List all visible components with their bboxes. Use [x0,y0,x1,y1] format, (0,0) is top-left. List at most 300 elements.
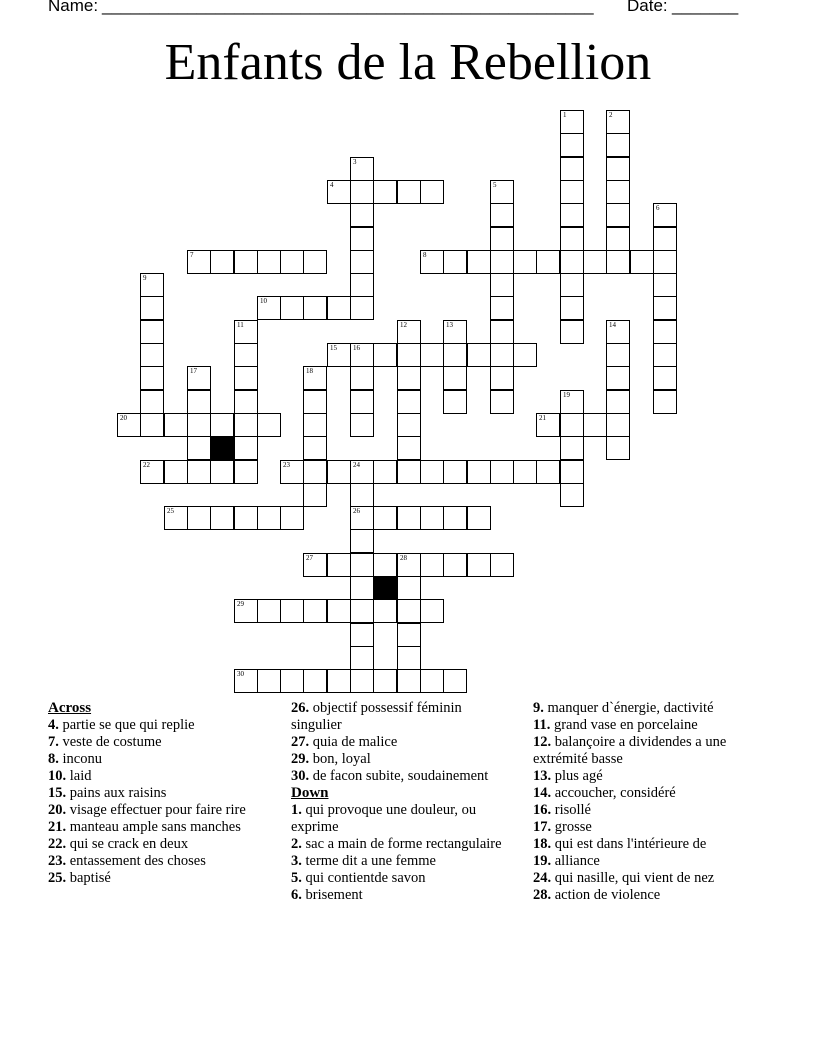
clue-num: 13. [533,768,552,784]
grid-cell[interactable] [653,203,677,227]
grid-cell[interactable] [397,646,421,670]
grid-cell[interactable] [420,599,444,623]
clue-number: 18 [306,367,313,375]
across-clue [48,768,278,785]
grid-cell[interactable] [327,669,351,693]
grid-cell[interactable] [257,250,281,274]
clue-text: pains aux raisins [69,785,167,801]
clue-text: balançoire a dividendes a une extrémité basse [533,734,727,767]
date-label: Date: [627,0,668,15]
clue-num: 6. [291,887,302,903]
grid-cell[interactable] [467,460,491,484]
clue-number: 1 [563,111,567,119]
grid-cell[interactable] [280,296,304,320]
grid-cell[interactable] [280,669,304,693]
clue-number: 3 [353,158,357,166]
grid-cell[interactable] [187,390,211,414]
grid-cell[interactable] [164,413,188,437]
grid-cell[interactable] [397,343,421,367]
grid-cell[interactable] [397,576,421,600]
grid-cell[interactable] [513,460,537,484]
grid-cell[interactable] [420,250,444,274]
grid-cell[interactable] [490,460,514,484]
clue-number: 17 [190,367,197,375]
across-clue [48,751,278,768]
grid-cell[interactable] [210,506,234,530]
grid-cell[interactable] [653,320,677,344]
grid-cell[interactable] [443,506,467,530]
grid-cell[interactable] [350,460,374,484]
grid-cell[interactable] [606,250,630,274]
date-line[interactable]: _______ [672,0,739,15]
grid-cell[interactable] [140,366,164,390]
grid-cell[interactable] [536,250,560,274]
grid-cell[interactable] [234,599,258,623]
grid-cell[interactable] [234,436,258,460]
clue-number: 23 [283,461,290,469]
grid-cell[interactable] [490,250,514,274]
clue-num: 23. [48,853,67,869]
clue-num: 9. [533,700,544,716]
clue-num: 5. [291,870,302,886]
down-clue [533,819,761,836]
grid-cell[interactable] [397,669,421,693]
across-clue [48,734,278,751]
grid-cell[interactable] [536,460,560,484]
across-heading: Across [48,700,92,716]
grid-cell[interactable] [327,180,351,204]
grid-cell[interactable] [583,413,607,437]
down-clue [291,853,516,870]
clue-num: 25. [48,870,67,886]
grid-cell[interactable] [397,413,421,437]
grid-cell[interactable] [140,390,164,414]
clue-number: 16 [353,344,360,352]
grid-cell[interactable] [327,553,351,577]
grid-cell[interactable] [560,436,584,460]
clue-num: 17. [533,819,552,835]
grid-cell[interactable] [350,553,374,577]
grid-cell[interactable] [350,599,374,623]
grid-cell[interactable] [443,320,467,344]
grid-cell[interactable] [350,483,374,507]
grid-cell[interactable] [490,227,514,251]
grid-cell[interactable] [303,366,327,390]
grid-cell[interactable] [303,599,327,623]
grid-cell[interactable] [187,506,211,530]
grid-cell[interactable] [467,553,491,577]
grid-cell[interactable] [397,460,421,484]
clue-text: plus agé [554,768,603,784]
clue-number: 6 [656,204,660,212]
grid-cell[interactable] [350,366,374,390]
grid-cell[interactable] [397,623,421,647]
grid-cell[interactable] [490,203,514,227]
grid-cell[interactable] [234,460,258,484]
grid-cell[interactable] [280,250,304,274]
grid-cell[interactable] [653,296,677,320]
grid-cell[interactable] [606,343,630,367]
clue-text: baptisé [69,870,111,886]
grid-cell[interactable] [303,250,327,274]
clue-num: 7. [48,734,59,750]
grid-cell[interactable] [653,343,677,367]
grid-cell[interactable] [303,460,327,484]
grid-cell[interactable] [560,110,584,134]
grid-cell[interactable] [606,390,630,414]
grid-cell[interactable] [350,343,374,367]
down-clue [533,717,761,734]
grid-cell[interactable] [443,390,467,414]
clue-text: quia de malice [312,734,398,750]
clue-num: 16. [533,802,552,818]
clue-text: qui est dans l'intérieure de [554,836,707,852]
grid-cell[interactable] [420,669,444,693]
grid-cell[interactable] [560,460,584,484]
grid-cell[interactable] [443,250,467,274]
clue-num: 21. [48,819,67,835]
across-clue [48,853,278,870]
grid-cell[interactable] [373,669,397,693]
grid-cell[interactable] [397,390,421,414]
clue-text: de facon subite, soudainement [312,768,489,784]
grid-cell[interactable] [560,250,584,274]
down-clue [533,802,761,819]
clue-number: 5 [493,181,497,189]
grid-cell[interactable] [303,436,327,460]
grid-cell[interactable] [560,180,584,204]
clue-number: 21 [539,414,546,422]
grid-cell[interactable] [140,296,164,320]
grid-cell[interactable] [653,390,677,414]
grid-cell[interactable] [397,599,421,623]
grid-cell[interactable] [140,273,164,297]
across-clue [48,836,278,853]
grid-cell[interactable] [490,553,514,577]
grid-cell[interactable] [420,506,444,530]
grid-cell[interactable] [350,390,374,414]
grid-cell[interactable] [606,227,630,251]
grid-cell[interactable] [350,250,374,274]
grid-cell[interactable] [187,436,211,460]
grid-cell[interactable] [653,227,677,251]
clue-text: manquer d`énergie, dactivité [547,700,714,716]
grid-cell[interactable] [373,553,397,577]
clue-num: 12. [533,734,552,750]
grid-cell[interactable] [257,413,281,437]
grid-cell[interactable] [187,460,211,484]
grid-cell[interactable] [187,250,211,274]
across-clue [291,751,516,768]
grid-cell[interactable] [606,133,630,157]
clue-num: 15. [48,785,67,801]
grid-cell[interactable] [630,250,654,274]
grid-cell[interactable] [327,343,351,367]
grid-cell[interactable] [373,506,397,530]
grid-cell[interactable] [350,529,374,553]
grid-cell[interactable] [560,133,584,157]
down-clue [533,785,761,802]
grid-cell[interactable] [420,343,444,367]
grid-cell[interactable] [606,180,630,204]
down-clue [533,887,761,904]
grid-cell[interactable] [373,180,397,204]
clue-number: 15 [330,344,337,352]
grid-cell[interactable] [164,460,188,484]
clue-number: 20 [120,414,127,422]
grid-cell[interactable] [560,273,584,297]
clue-text: grosse [554,819,592,835]
clue-text: action de violence [554,887,661,903]
grid-cell[interactable] [606,413,630,437]
name-label: Name: [48,0,99,15]
clue-text: brisement [305,887,363,903]
clue-text: qui nasille, qui vient de nez [554,870,715,886]
down-clue [533,870,761,887]
grid-cell[interactable] [397,506,421,530]
grid-cell[interactable] [583,250,607,274]
down-clue [291,870,516,887]
grid-cell[interactable] [490,320,514,344]
grid-cell[interactable] [350,273,374,297]
grid-cell[interactable] [560,203,584,227]
grid-cell[interactable] [490,180,514,204]
grid-cell[interactable] [234,506,258,530]
grid-cell[interactable] [257,506,281,530]
clue-number: 14 [609,321,616,329]
grid-cell[interactable] [560,157,584,181]
clue-number: 10 [260,297,267,305]
clue-number: 24 [353,461,360,469]
grid-cell[interactable] [234,669,258,693]
clue-number: 22 [143,461,150,469]
across-clue [48,870,278,887]
grid-cell[interactable] [443,343,467,367]
grid-cell[interactable] [397,553,421,577]
grid-cell[interactable] [303,553,327,577]
grid-cell[interactable] [606,157,630,181]
grid-cell[interactable] [420,180,444,204]
grid-cell[interactable] [373,599,397,623]
grid-cell[interactable] [397,180,421,204]
clue-number: 28 [400,554,407,562]
grid-cell[interactable] [187,413,211,437]
clue-number: 27 [306,554,313,562]
down-clue [291,887,516,904]
grid-cell[interactable] [234,250,258,274]
clues-column-1 [48,700,278,887]
grid-cell[interactable] [257,296,281,320]
grid-cell[interactable] [420,460,444,484]
grid-cell[interactable] [350,203,374,227]
clue-text: laid [69,768,92,784]
grid-cell[interactable] [653,273,677,297]
black-square [373,576,397,600]
grid-cell[interactable] [257,599,281,623]
grid-cell[interactable] [606,436,630,460]
grid-cell[interactable] [606,320,630,344]
clue-number: 29 [237,600,244,608]
grid-cell[interactable] [467,250,491,274]
grid-cell[interactable] [490,296,514,320]
clue-number: 12 [400,321,407,329]
grid-cell[interactable] [560,413,584,437]
clue-text: bon, loyal [312,751,371,767]
grid-cell[interactable] [467,506,491,530]
clue-num: 10. [48,768,67,784]
grid-cell[interactable] [327,599,351,623]
grid-cell[interactable] [606,110,630,134]
grid-cell[interactable] [606,203,630,227]
grid-cell[interactable] [303,296,327,320]
grid-cell[interactable] [443,669,467,693]
clue-text: sac a main de forme rectangulaire [305,836,502,852]
grid-cell[interactable] [350,296,374,320]
grid-cell[interactable] [490,343,514,367]
clue-num: 1. [291,802,302,818]
grid-cell[interactable] [303,483,327,507]
down-clue [291,802,516,836]
grid-cell[interactable] [140,320,164,344]
grid-cell[interactable] [303,390,327,414]
clue-num: 20. [48,802,67,818]
down-clue [533,853,761,870]
grid-cell[interactable] [350,413,374,437]
grid-cell[interactable] [327,296,351,320]
grid-cell[interactable] [257,669,281,693]
grid-cell[interactable] [350,227,374,251]
grid-cell[interactable] [490,390,514,414]
grid-cell[interactable] [653,250,677,274]
puzzle-title: Enfants de la Rebellion [164,34,652,91]
grid-cell[interactable] [350,180,374,204]
grid-cell[interactable] [234,343,258,367]
grid-cell[interactable] [350,576,374,600]
grid-cell[interactable] [327,460,351,484]
clue-number: 8 [423,251,427,259]
grid-cell[interactable] [140,460,164,484]
grid-cell[interactable] [303,413,327,437]
clue-number: 30 [237,670,244,678]
clue-num: 29. [291,751,310,767]
clue-text: inconu [62,751,102,767]
clue-number: 13 [446,321,453,329]
clue-text: veste de costume [62,734,162,750]
clue-text: partie se que qui replie [62,717,195,733]
clue-text: terme dit a une femme [305,853,436,869]
down-clue [533,836,761,853]
clue-text: alliance [554,853,600,869]
grid-cell[interactable] [210,460,234,484]
grid-cell[interactable] [560,390,584,414]
clue-num: 22. [48,836,67,852]
grid-cell[interactable] [280,506,304,530]
grid-cell[interactable] [280,599,304,623]
grid-cell[interactable] [350,157,374,181]
grid-cell[interactable] [560,296,584,320]
across-clue [291,700,516,734]
grid-cell[interactable] [490,273,514,297]
grid-cell[interactable] [560,227,584,251]
clue-num: 4. [48,717,59,733]
grid-cell[interactable] [350,646,374,670]
grid-cell[interactable] [210,250,234,274]
grid-cell[interactable] [373,460,397,484]
clue-number: 9 [143,274,147,282]
across-clue [291,768,516,785]
grid-cell[interactable] [234,366,258,390]
clue-text: qui provoque une douleur, ou exprime [291,802,477,835]
grid-cell[interactable] [164,506,188,530]
grid-cell[interactable] [560,483,584,507]
grid-cell[interactable] [350,623,374,647]
clue-text: risollé [554,802,591,818]
grid-cell[interactable] [280,460,304,484]
clue-text: manteau ample sans manches [69,819,241,835]
clue-num: 8. [48,751,59,767]
clue-num: 24. [533,870,552,886]
clue-num: 28. [533,887,552,903]
grid-cell[interactable] [234,390,258,414]
grid-cell[interactable] [187,366,211,390]
grid-cell[interactable] [490,366,514,390]
grid-cell[interactable] [606,366,630,390]
clue-number: 11 [237,321,244,329]
name-line[interactable]: ____________________________________________________ [102,0,594,15]
grid-cell[interactable] [117,413,141,437]
grid-cell[interactable] [420,553,444,577]
clue-number: 26 [353,507,360,515]
grid-cell[interactable] [560,320,584,344]
grid-cell[interactable] [303,669,327,693]
grid-cell[interactable] [397,366,421,390]
clue-text: accoucher, considéré [554,785,676,801]
across-clue [291,734,516,751]
grid-cell[interactable] [397,436,421,460]
across-clue [48,802,278,819]
grid-cell[interactable] [467,343,491,367]
grid-cell[interactable] [443,366,467,390]
grid-cell[interactable] [536,413,560,437]
clue-text: visage effectuer pour faire rire [69,802,246,818]
clue-num: 30. [291,768,310,784]
grid-cell[interactable] [350,506,374,530]
grid-cell[interactable] [140,343,164,367]
clue-text: entassement des choses [69,853,206,869]
grid-cell[interactable] [397,320,421,344]
down-clue [533,734,761,768]
grid-cell[interactable] [140,413,164,437]
clue-num: 14. [533,785,552,801]
clue-num: 11. [533,717,551,733]
grid-cell[interactable] [513,250,537,274]
down-clue [533,700,761,717]
grid-cell[interactable] [513,343,537,367]
clue-num: 27. [291,734,310,750]
clue-number: 7 [190,251,194,259]
grid-cell[interactable] [373,343,397,367]
clues-column-3 [533,700,761,904]
grid-cell[interactable] [350,669,374,693]
grid-cell[interactable] [210,413,234,437]
grid-cell[interactable] [443,553,467,577]
grid-cell[interactable] [234,320,258,344]
grid-cell[interactable] [653,366,677,390]
clue-num: 18. [533,836,552,852]
clue-num: 19. [533,853,552,869]
grid-cell[interactable] [443,460,467,484]
grid-cell[interactable] [234,413,258,437]
